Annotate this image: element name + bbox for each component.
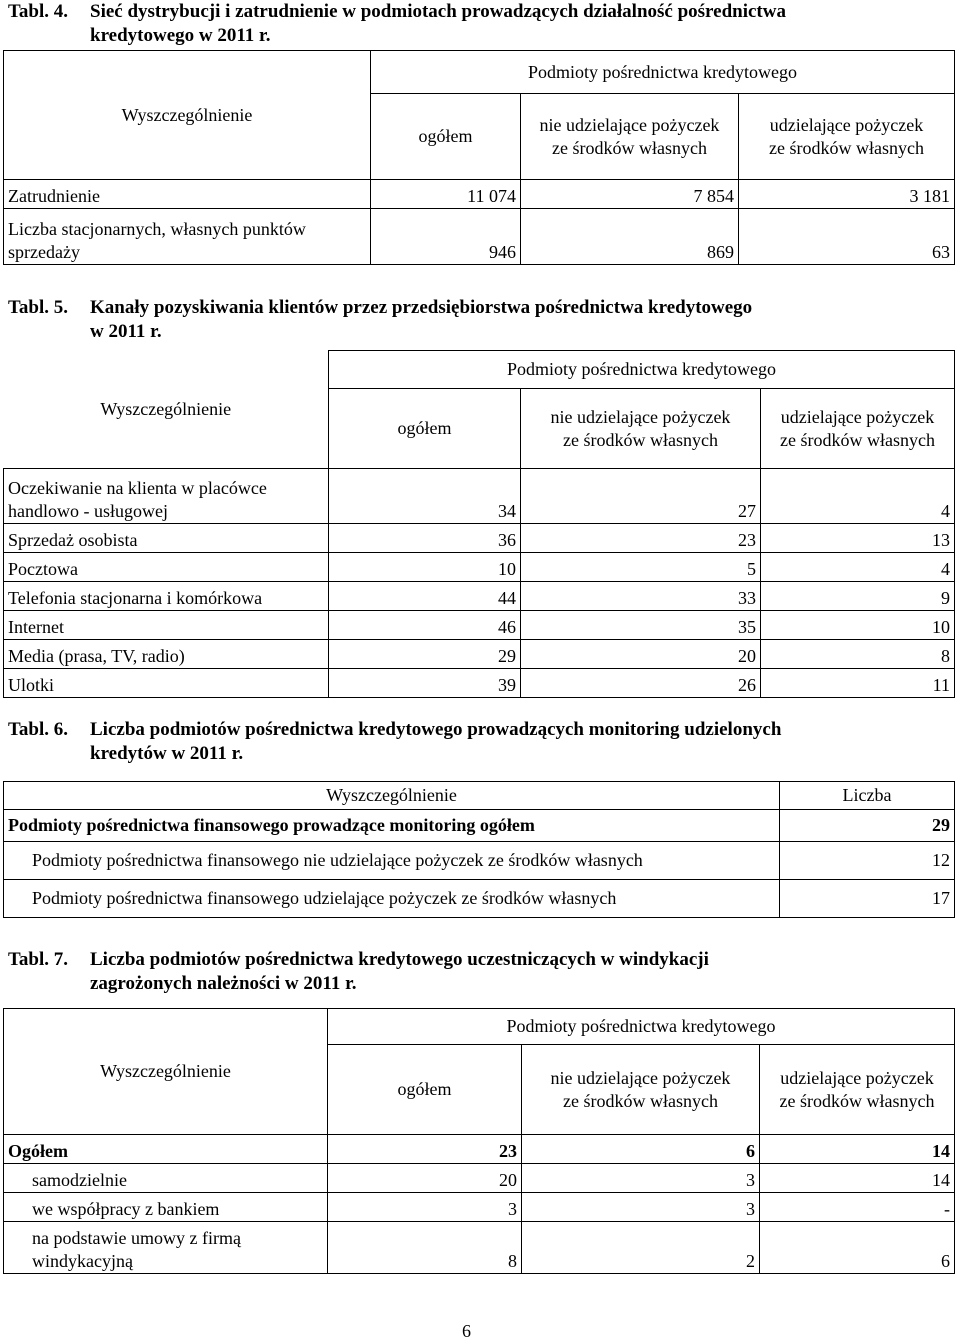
cell-lending: 8 xyxy=(761,640,955,669)
header-line: ze środków własnych xyxy=(563,429,718,450)
cell-not-lending: 26 xyxy=(521,669,761,698)
cell-not-lending: 23 xyxy=(521,524,761,553)
row-label: Ogółem xyxy=(4,1135,328,1164)
cell-count: 17 xyxy=(780,880,955,918)
header-line: nie udzielające pożyczek xyxy=(539,114,720,135)
cell-count: 12 xyxy=(780,842,955,880)
table6-number: Tabl. 6. xyxy=(8,719,69,740)
cell-lending: 13 xyxy=(761,524,955,553)
row-label: samodzielnie xyxy=(4,1164,328,1193)
row-label-line: na podstawie umowy z firmą xyxy=(32,1228,241,1248)
cell-not-lending: 7 854 xyxy=(521,180,739,209)
header-line: ze środków własnych xyxy=(779,1090,935,1111)
row-label: Media (prasa, TV, radio) xyxy=(4,640,329,669)
header-line: ze środków własnych xyxy=(769,137,924,158)
header-line: ze środków własnych xyxy=(780,429,935,450)
table-row xyxy=(4,553,955,582)
table4-header-lending xyxy=(739,94,955,180)
cell-lending: 3 181 xyxy=(739,180,955,209)
row-label: Sprzedaż osobista xyxy=(4,524,329,553)
row-label-line: Oczekiwanie na klienta w placówce xyxy=(8,478,267,498)
cell-total: 34 xyxy=(329,469,521,524)
table-row xyxy=(4,469,955,524)
table5-number: Tabl. 5. xyxy=(8,297,69,318)
cell-total: 11 074 xyxy=(371,180,521,209)
cell-not-lending: 5 xyxy=(521,553,761,582)
row-label: Zatrudnienie xyxy=(4,180,371,209)
row-label: we współpracy z bankiem xyxy=(4,1193,328,1222)
cell-lending: 63 xyxy=(739,209,955,265)
table5-title-line1: Kanały pozyskiwania klientów przez przedsiębiorstwa pośrednictwa kredytowego xyxy=(90,297,753,318)
table7 xyxy=(3,1008,955,1274)
cell-total: 8 xyxy=(328,1222,522,1274)
header-line: ze środków własnych xyxy=(552,137,707,158)
table4-title-line2: kredytowego w 2011 r. xyxy=(90,25,271,46)
table4-header-group: Podmioty pośrednictwa kredytowego xyxy=(371,51,955,94)
table4-header-not-lending xyxy=(521,94,739,180)
table5-title xyxy=(8,296,752,344)
cell-total: 20 xyxy=(328,1164,522,1193)
cell-not-lending: 869 xyxy=(521,209,739,265)
table-row xyxy=(4,880,955,918)
table-row xyxy=(4,640,955,669)
cell-lending: - xyxy=(760,1193,955,1222)
cell-total: 36 xyxy=(329,524,521,553)
table-row xyxy=(4,582,955,611)
table4-header-total: ogółem xyxy=(371,94,521,180)
cell-total: 44 xyxy=(329,582,521,611)
table-row xyxy=(4,209,955,265)
table6-title-line1: Liczba podmiotów pośrednictwa kredytowego prowadzących monitoring udzielonych xyxy=(90,719,782,740)
table7-header-lending xyxy=(760,1045,955,1135)
table-row xyxy=(4,1193,955,1222)
cell-total: 39 xyxy=(329,669,521,698)
table5-header-not-lending xyxy=(521,389,761,469)
row-label xyxy=(4,1222,328,1274)
header-line: ze środków własnych xyxy=(563,1090,718,1111)
cell-not-lending: 27 xyxy=(521,469,761,524)
table6-title xyxy=(8,718,781,766)
page-number: 6 xyxy=(462,1321,471,1341)
table-row xyxy=(4,524,955,553)
table4-title-line1: Sieć dystrybucji i zatrudnienie w podmiotach prowadzących działalność pośrednictwa xyxy=(90,1,786,22)
row-label-line: Liczba stacjonarnych, własnych punktów xyxy=(8,219,306,239)
row-label: Podmioty pośrednictwa finansowego prowadzące monitoring ogółem xyxy=(4,810,780,842)
cell-not-lending: 20 xyxy=(521,640,761,669)
table7-title xyxy=(8,948,709,996)
cell-total: 29 xyxy=(329,640,521,669)
cell-not-lending: 2 xyxy=(522,1222,760,1274)
row-label: Pocztowa xyxy=(4,553,329,582)
row-label: Ulotki xyxy=(4,669,329,698)
table5 xyxy=(3,350,955,698)
table7-title-line1: Liczba podmiotów pośrednictwa kredytowego uczestniczących w windykacji xyxy=(90,949,709,970)
table7-header-total: ogółem xyxy=(328,1045,522,1135)
table5-title-line2: w 2011 r. xyxy=(90,321,162,342)
cell-lending: 9 xyxy=(761,582,955,611)
table7-title-line2: zagrożonych należności w 2011 r. xyxy=(90,973,357,994)
header-line: udzielające pożyczek xyxy=(780,406,935,427)
cell-count: 29 xyxy=(780,810,955,842)
row-label: Telefonia stacjonarna i komórkowa xyxy=(4,582,329,611)
cell-total: 3 xyxy=(328,1193,522,1222)
cell-not-lending: 3 xyxy=(522,1164,760,1193)
header-line: nie udzielające pożyczek xyxy=(550,406,731,427)
table5-header-group: Podmioty pośrednictwa kredytowego xyxy=(329,351,955,389)
cell-total: 46 xyxy=(329,611,521,640)
table4-number: Tabl. 4. xyxy=(8,1,69,22)
row-label xyxy=(4,209,371,265)
table7-header-not-lending xyxy=(522,1045,760,1135)
table7-header-group: Podmioty pośrednictwa kredytowego xyxy=(328,1009,955,1045)
row-label xyxy=(4,469,329,524)
cell-lending: 6 xyxy=(760,1222,955,1274)
row-label: Podmioty pośrednictwa finansowego udzielające pożyczek ze środków własnych xyxy=(4,880,780,918)
cell-lending: 10 xyxy=(761,611,955,640)
header-line: nie udzielające pożyczek xyxy=(550,1067,731,1088)
table6 xyxy=(3,781,955,918)
cell-not-lending: 3 xyxy=(522,1193,760,1222)
table-row xyxy=(4,669,955,698)
cell-lending: 14 xyxy=(760,1164,955,1193)
table6-header-spec: Wyszczególnienie xyxy=(4,782,780,810)
table-row xyxy=(4,611,955,640)
header-line: udzielające pożyczek xyxy=(780,1067,934,1088)
row-label-line: handlowo - usługowej xyxy=(8,501,168,521)
cell-total: 946 xyxy=(371,209,521,265)
cell-not-lending: 6 xyxy=(522,1135,760,1164)
table4-title xyxy=(8,0,786,48)
table6-title-line2: kredytów w 2011 r. xyxy=(90,743,244,764)
table4 xyxy=(3,50,955,265)
table-row xyxy=(4,810,955,842)
row-label-line: sprzedaży xyxy=(8,242,80,262)
cell-lending: 11 xyxy=(761,669,955,698)
table-row xyxy=(4,1135,955,1164)
table7-number: Tabl. 7. xyxy=(8,949,69,970)
table-row xyxy=(4,180,955,209)
table5-header-lending xyxy=(761,389,955,469)
row-label-line: windykacyjną xyxy=(32,1251,133,1271)
cell-not-lending: 35 xyxy=(521,611,761,640)
cell-total: 23 xyxy=(328,1135,522,1164)
row-label: Podmioty pośrednictwa finansowego nie udzielające pożyczek ze środków własnych xyxy=(4,842,780,880)
cell-lending: 4 xyxy=(761,553,955,582)
table5-header-total: ogółem xyxy=(329,389,521,469)
cell-lending: 4 xyxy=(761,469,955,524)
table4-header-spec: Wyszczególnienie xyxy=(4,51,371,180)
table-row xyxy=(4,1222,955,1274)
header-line: udzielające pożyczek xyxy=(769,114,924,135)
table6-header-count: Liczba xyxy=(780,782,955,810)
table-row xyxy=(4,842,955,880)
table5-header-spec: Wyszczególnienie xyxy=(4,351,329,469)
cell-total: 10 xyxy=(329,553,521,582)
row-label: Internet xyxy=(4,611,329,640)
cell-not-lending: 33 xyxy=(521,582,761,611)
table7-header-spec: Wyszczególnienie xyxy=(4,1009,328,1135)
table-row xyxy=(4,1164,955,1193)
cell-lending: 14 xyxy=(760,1135,955,1164)
